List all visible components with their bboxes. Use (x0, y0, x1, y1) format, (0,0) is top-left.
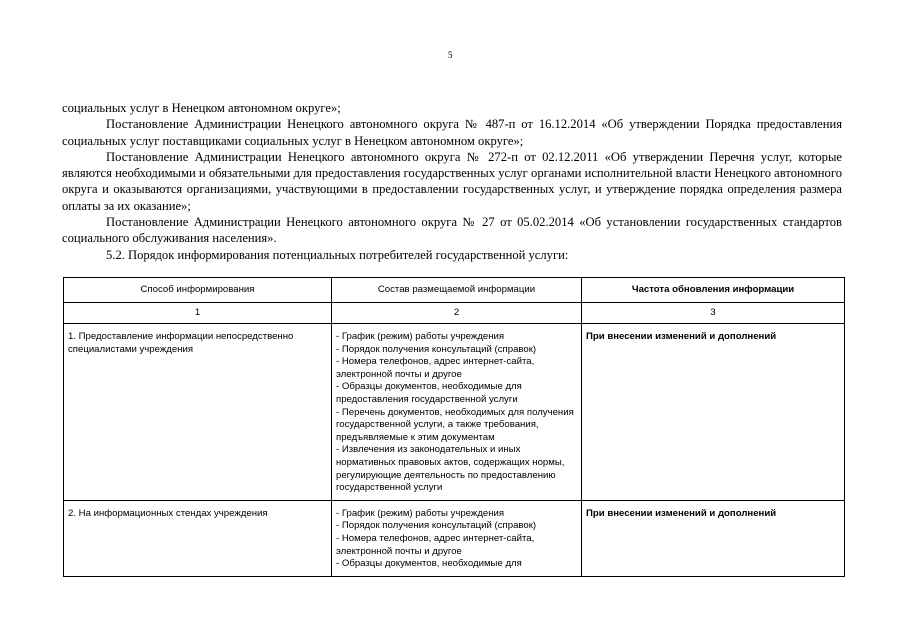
row-content (332, 324, 582, 501)
section-heading-5-2: 5.2. Порядок информирования потенциальных потребителей государственной услуги: (106, 247, 569, 262)
header-content: Состав размещаемой информации (332, 278, 582, 303)
content-item: - Образцы документов, необходимые для предоставления государственной услуги (336, 381, 522, 405)
column-number-1: 1 (64, 303, 332, 324)
table-row (64, 500, 845, 576)
content-item: - Извлечения из законодательных и иных нормативных правовых актов, содержащих нормы, регулирующие деятельность по предоставлению государственной услуги (336, 444, 565, 494)
paragraph-resolution-487: Постановление Администрации Ненецкого автономного округа № 487-п от 16.12.2014 «Об утверждении Порядка предоставления социальных услуг поставщиками социальных услуг в Ненецком автономном округе»; (62, 117, 842, 148)
table-header-row (64, 278, 845, 303)
table-row (64, 324, 845, 501)
page-number: 5 (448, 50, 453, 60)
row-frequency: При внесении изменений и дополнений (582, 500, 845, 576)
content-item: - График (режим) работы учреждения (336, 331, 505, 342)
row-frequency: При внесении изменений и дополнений (582, 324, 845, 501)
content-item: - Номера телефонов, адрес интернет-сайта, электронной почты и другое (336, 356, 535, 380)
content-item: - Порядок получения консультаций (справок) (336, 520, 537, 532)
content-item: - График (режим) работы учреждения (336, 507, 505, 519)
column-number-3: 3 (582, 303, 845, 324)
paragraph-resolution-27: Постановление Администрации Ненецкого автономного округа № 27 от 05.02.2014 «Об установлении государственных стандартов социального обслуживания населения». (62, 215, 842, 246)
paragraph-resolution-272: Постановление Администрации Ненецкого автономного округа № 272-п от 02.12.2011 «Об утверждении Перечня услуг, которые являются необходимыми и обязательными для предоставления государственных услуг органами исполнительной власти Ненецкого автономного округа и оказываются организациями, участвующими в предоставлении государственных услуг, и утверждение порядка определения размера оплаты за их оказание»; (62, 149, 842, 213)
content-item: - Образцы документов, необходимые для (336, 558, 522, 570)
information-table (63, 277, 845, 577)
row-method: 2. На информационных стендах учреждения (64, 500, 332, 576)
header-frequency: Частота обновления информации (582, 278, 845, 303)
header-method: Способ информирования (64, 278, 332, 303)
table-number-row (64, 303, 845, 324)
row-method: 1. Предоставление информации непосредственно специалистами учреждения (64, 324, 332, 501)
content-item: - Номера телефонов, адрес интернет-сайта, электронной почты и другое (336, 532, 535, 557)
content-item: - Порядок получения консультаций (справок) (336, 343, 537, 355)
content-item: - Перечень документов, необходимых для получения государственной услуги, а также требования, предъявляемые к этим документам (336, 406, 574, 443)
paragraph-continuation: социальных услуг в Ненецком автономном округе»; (62, 101, 341, 115)
column-number-2: 2 (332, 303, 582, 324)
row-content (332, 500, 582, 576)
